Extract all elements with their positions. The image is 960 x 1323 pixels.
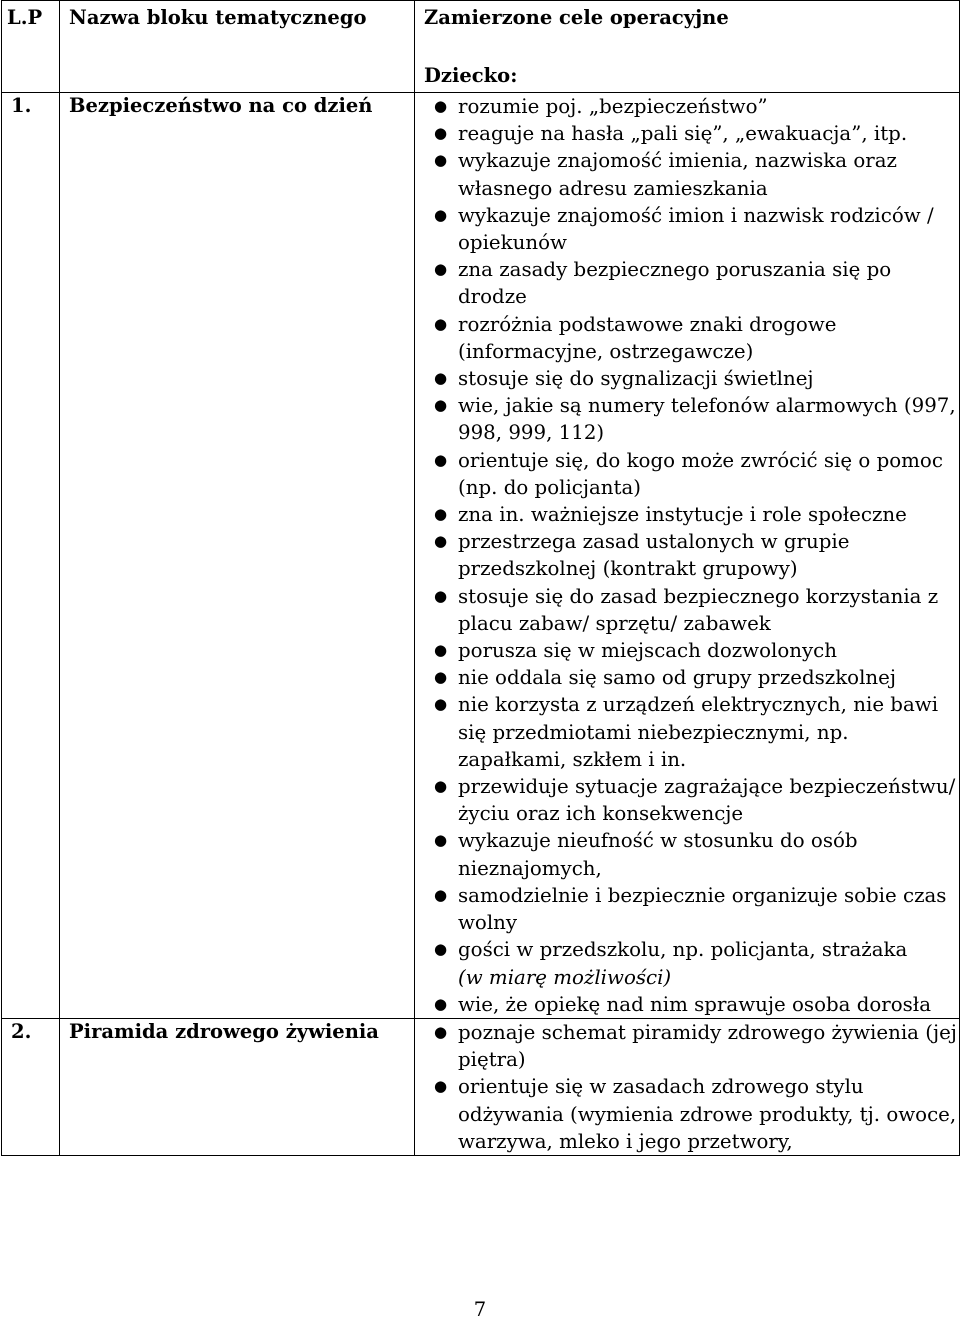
header-goals <box>415 1 960 93</box>
list-item: ● wykazuje nieufność w stosunku do osób nieznajomych, <box>434 829 858 880</box>
row-number: 1. <box>2 93 60 1019</box>
bullet-icon: ● <box>434 97 448 115</box>
list-item: ● wie, że opiekę nad nim sprawuje osoba dorosła <box>415 991 959 1018</box>
list-item: ● wie, jakie są numery telefonów alarmowych (997, 998, 999, 112) <box>434 394 956 445</box>
header-goals-label: Zamierzone cele operacyjne <box>424 6 729 29</box>
bullet-icon: ● <box>434 314 448 333</box>
page-number: 7 <box>473 1298 487 1321</box>
list-item: ● reaguje na hasła „pali się”, „ewakuacja”, itp. <box>415 120 959 147</box>
bullet-icon: ● <box>434 532 448 551</box>
bullet-icon: ● <box>434 151 448 170</box>
goals-cell <box>415 1018 960 1155</box>
bullet-icon: ● <box>434 1022 448 1041</box>
bullet-icon: ● <box>434 885 448 904</box>
bullet-icon: ● <box>434 396 448 415</box>
list-item: ● stosuje się do zasad bezpiecznego korzystania z placu zabaw/ sprzętu/ zabawek <box>434 584 939 635</box>
list-item: ● orientuje się w zasadach zdrowego stylu odżywania (wymienia zdrowe produkty, tj. owoce, warzywa, mleko i jego przetwory, <box>434 1075 957 1153</box>
list-item: ● nie oddala się samo od grupy przedszkolnej <box>415 664 959 691</box>
block-title: Piramida zdrowego żywienia <box>60 1018 415 1155</box>
bullet-icon: ● <box>434 994 448 1013</box>
table-row <box>2 93 960 1019</box>
list-item: ● zna in. ważniejsze instytucje i role społeczne <box>415 501 959 528</box>
list-item: ● wykazuje znajomość imion i nazwisk rodziców / opiekunów <box>434 203 934 255</box>
curriculum-table <box>1 0 960 1156</box>
list-item: ● przestrzega zasad ustalonych w grupie przedszkolnej (kontrakt grupowy) <box>434 530 850 581</box>
header-row <box>2 1 960 93</box>
list-item: ● wykazuje znajomość imienia, nazwiska oraz własnego adresu zamieszkania <box>434 149 897 200</box>
header-child-label: Dziecko: <box>424 64 518 87</box>
list-item: ● rozróżnia podstawowe znaki drogowe (informacyjne, ostrzegawcze) <box>434 312 837 363</box>
bullet-icon: ● <box>434 260 448 279</box>
list-item: ● orientuje się, do kogo może zwrócić się o pomoc (np. do policjanta) <box>434 448 943 499</box>
bullet-icon: ● <box>434 695 448 714</box>
header-block-name: Nazwa bloku tematycznego <box>60 1 415 93</box>
bullet-icon: ● <box>434 505 448 524</box>
block-title: Bezpieczeństwo na co dzień <box>60 93 415 1019</box>
header-lp: L.P <box>2 1 60 93</box>
list-item: ● zna zasady bezpiecznego poruszania się po drodze <box>434 258 892 309</box>
list-item: ● rozumie poj. „bezpieczeństwo” <box>415 93 959 120</box>
bullet-icon: ● <box>434 777 448 796</box>
bullet-icon: ● <box>434 831 448 850</box>
bullet-icon: ● <box>434 668 448 687</box>
bullet-icon: ● <box>434 205 448 224</box>
bullet-icon: ● <box>434 641 448 660</box>
list-item: ● gości w przedszkolu, np. policjanta, strażaka (w miarę możliwości) <box>434 938 908 989</box>
row-number: 2. <box>2 1018 60 1155</box>
list-item: ● nie korzysta z urządzeń elektrycznych, nie bawi się przedmiotami niebezpiecznymi, np. zapałkami, szkłem i in. <box>434 693 939 771</box>
bullet-icon: ● <box>434 450 448 469</box>
table-row <box>2 1018 960 1155</box>
list-item: ● porusza się w miejscach dozwolonych <box>415 637 959 664</box>
bullet-icon: ● <box>434 940 448 959</box>
list-item: ● stosuje się do sygnalizacji świetlnej <box>415 365 959 392</box>
bullet-icon: ● <box>434 586 448 605</box>
goals-cell <box>415 93 960 1019</box>
list-item: ● przewiduje sytuacje zagrażające bezpieczeństwu/ życiu oraz ich konsekwencje <box>434 775 956 826</box>
bullet-icon: ● <box>434 124 448 143</box>
bullet-icon: ● <box>434 1077 448 1096</box>
italic-note: (w miarę możliwości) <box>458 965 672 989</box>
list-item: ● poznaje schemat piramidy zdrowego żywienia (jej piętra) <box>434 1020 957 1072</box>
list-item: ● samodzielnie i bezpiecznie organizuje sobie czas wolny <box>434 883 947 935</box>
bullet-icon: ● <box>434 369 448 388</box>
